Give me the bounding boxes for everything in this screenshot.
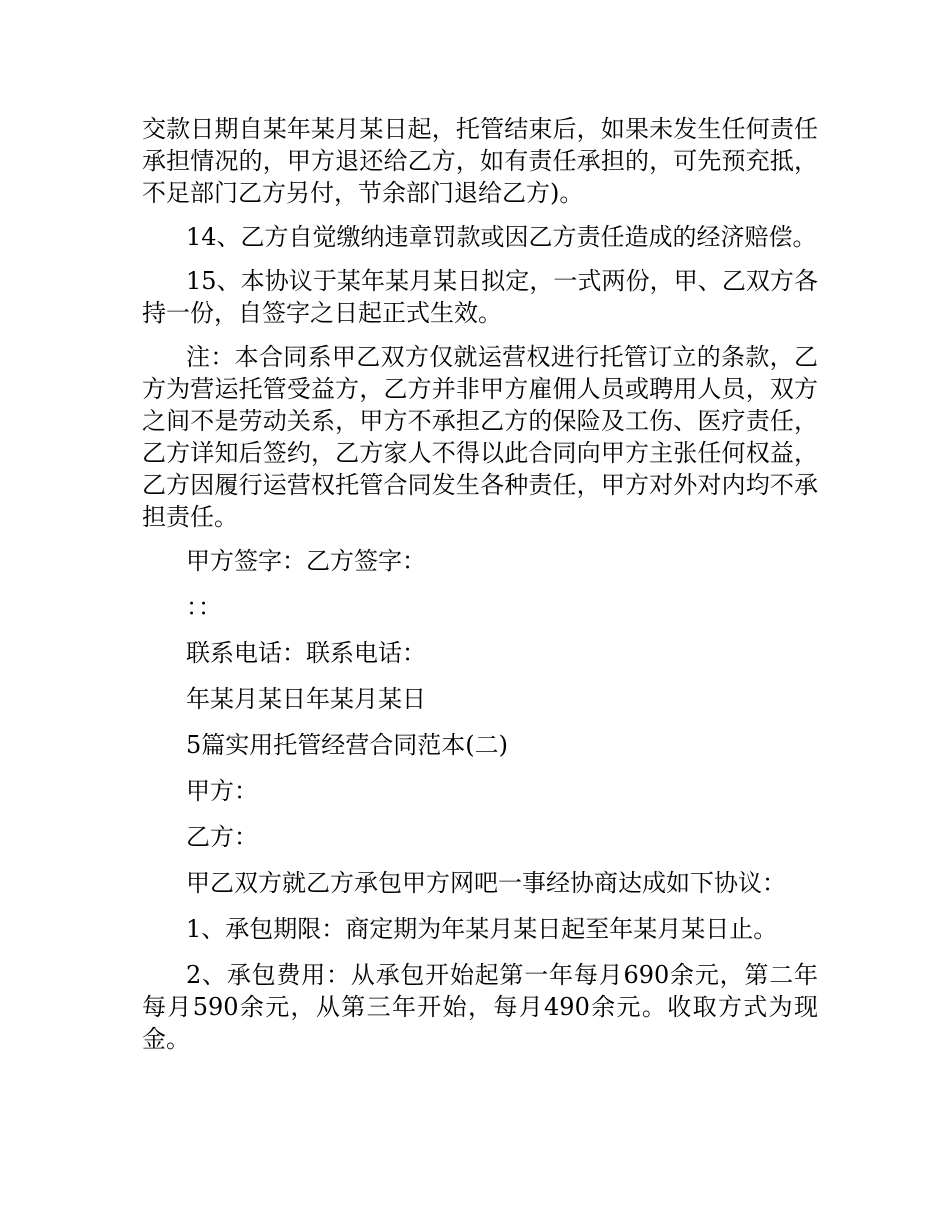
date-line: 年某月某日年某月某日 — [186, 685, 426, 713]
signature-line: 甲方签字：乙方签字： — [186, 547, 426, 575]
clause-2-fees: 2、承包费用：从承包开始起第一年每月690余元，第二年每月590余元，从第三年开始，每月490余元。收取方式为现金。 — [142, 961, 818, 1053]
paragraph-clause-14: 14、乙方自觉缴纳违章罚款或因乙方责任造成的经济赔偿。 — [186, 223, 817, 251]
colon-line: ：： — [186, 593, 222, 621]
party-b-line: 乙方： — [186, 823, 258, 851]
document-body — [142, 113, 818, 1055]
section-title: 5篇实用托管经营合同范本(二) — [186, 731, 508, 759]
party-a-line: 甲方： — [186, 777, 258, 805]
paragraph-clause-15: 15、本协议于某年某月某日拟定，一式两份，甲、乙双方各持一份，自签字之日起正式生效。 — [142, 267, 818, 327]
paragraph-note: 注：本合同系甲乙双方仅就运营权进行托管订立的条款，乙方为营运托管受益方，乙方并非甲方雇佣人员或聘用人员，双方之间不是劳动关系，甲方不承担乙方的保险及工伤、医疗责任，乙方详知后签约，乙方家人不得以此合同向甲方主张任何权益，乙方因履行运营权托管合同发生各种责任，甲方对外对内均不承担责任。 — [142, 343, 818, 531]
agreement-intro: 甲乙双方就乙方承包甲方网吧一事经协商达成如下协议： — [186, 869, 786, 897]
paragraph-deposit-terms: 交款日期自某年某月某日起，托管结束后，如果未发生任何责任承担情况的，甲方退还给乙方，如有责任承担的，可先预充抵，不足部门乙方另付，节余部门退给乙方)。 — [142, 115, 818, 207]
contact-phone-line: 联系电话：联系电话： — [186, 639, 426, 667]
clause-1-term: 1、承包期限：商定期为年某月某日起至年某月某日止。 — [186, 915, 778, 943]
